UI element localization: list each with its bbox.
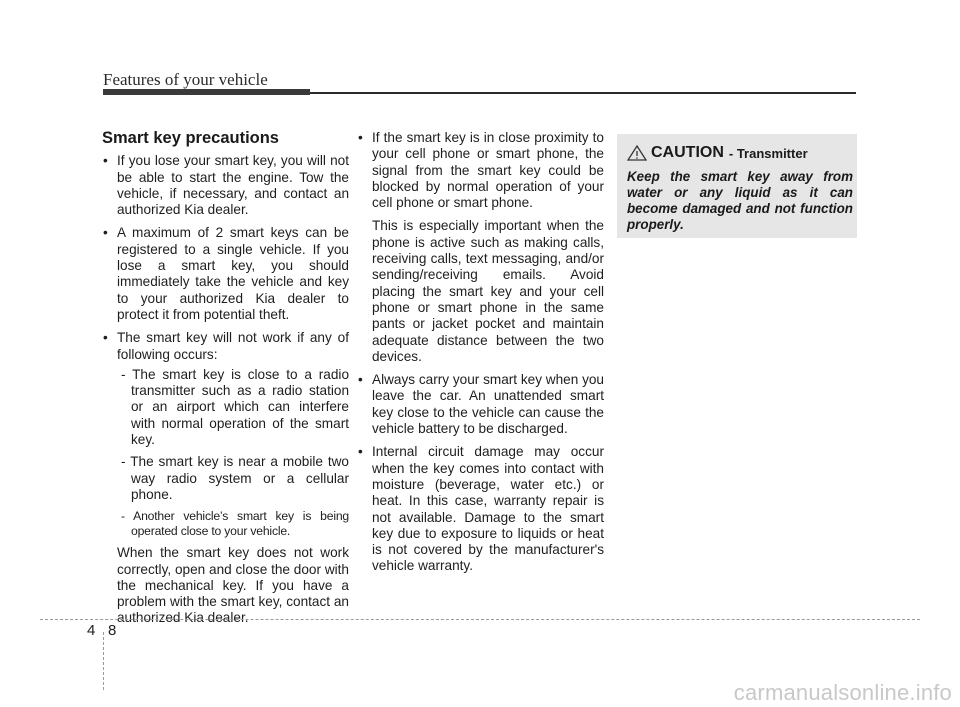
list-item-text: • If the smart key is in close proximity to your cell phone or smart phone, the signal from the smart key could be blocked by normal operation of your cell phone or smart phone. — [372, 130, 604, 211]
list-item: • If you lose your smart key, you will not be able to start the engine. Tow the vehicle, if necessary, and contact an authorized Kia dealer. — [102, 153, 349, 218]
list-item-paragraph: This is especially important when the phone is active such as making calls, receiving calls, text messaging, and/or sending/receiving emails. Avoid placing the smart key and your cell phone or smart phone in the same pants or jacket pocket and maintain adequate distance between the two devices. — [372, 218, 604, 364]
watermark: carmanualsonline.info — [733, 680, 952, 705]
warning-triangle-icon — [627, 145, 647, 161]
left-column — [102, 130, 349, 634]
sub-item: - The smart key is near a mobile two way radio system or a cellular phone. — [121, 454, 349, 502]
list-item: • Always carry your smart key when you leave the car. An unattended smart key close to the vehicle can cause the vehicle battery to be discharged. — [357, 372, 604, 437]
caution-label: CAUTION — [651, 144, 724, 161]
section-heading: Smart key precautions — [102, 129, 279, 147]
footer-vertical-divider — [103, 632, 104, 690]
caution-text: Keep the smart key away from water or any liquid as it can become damaged and not function properly. — [627, 169, 853, 232]
middle-column — [357, 130, 604, 582]
sub-item: - Another vehicle’s smart key is being operated close to your vehicle. — [121, 509, 349, 539]
list-item — [357, 130, 604, 365]
list-item-text: • The smart key will not work if any of following occurs: — [117, 330, 349, 362]
list-item: • Internal circuit damage may occur when the key comes into contact with moisture (beverage, water etc.) or heat. In this case, warranty repair is not available. Damage to the smart key due to exposure to liquids or heat is not covered by the manufacturer's vehicle warranty. — [357, 444, 604, 574]
footer-divider — [40, 619, 920, 620]
chapter-number: 4 — [87, 622, 96, 639]
precaution-list-continued — [357, 130, 604, 575]
list-item: • A maximum of 2 smart keys can be registered to a single vehicle. If you lose a smart key, you should immediately take the vehicle and key to your authorized Kia dealer to protect it from potential theft. — [102, 225, 349, 323]
caution-sublabel: - Transmitter — [728, 145, 808, 161]
header-rule-accent — [103, 89, 310, 95]
sub-item: - The smart key is close to a radio transmitter such as a radio station or an airport which can interfere with normal operation of the smart key. — [121, 366, 349, 448]
precaution-list — [102, 153, 349, 626]
caution-header — [627, 144, 808, 162]
page-number: 8 — [108, 622, 117, 639]
caution-box — [617, 134, 857, 238]
closing-paragraph: When the smart key does not work correctly, open and close the door with the mechanical key. If you have a problem with the smart key, contact an authorized Kia dealer. — [117, 545, 349, 626]
page-header-title: Features of your vehicle — [103, 70, 268, 89]
list-item — [102, 330, 349, 626]
